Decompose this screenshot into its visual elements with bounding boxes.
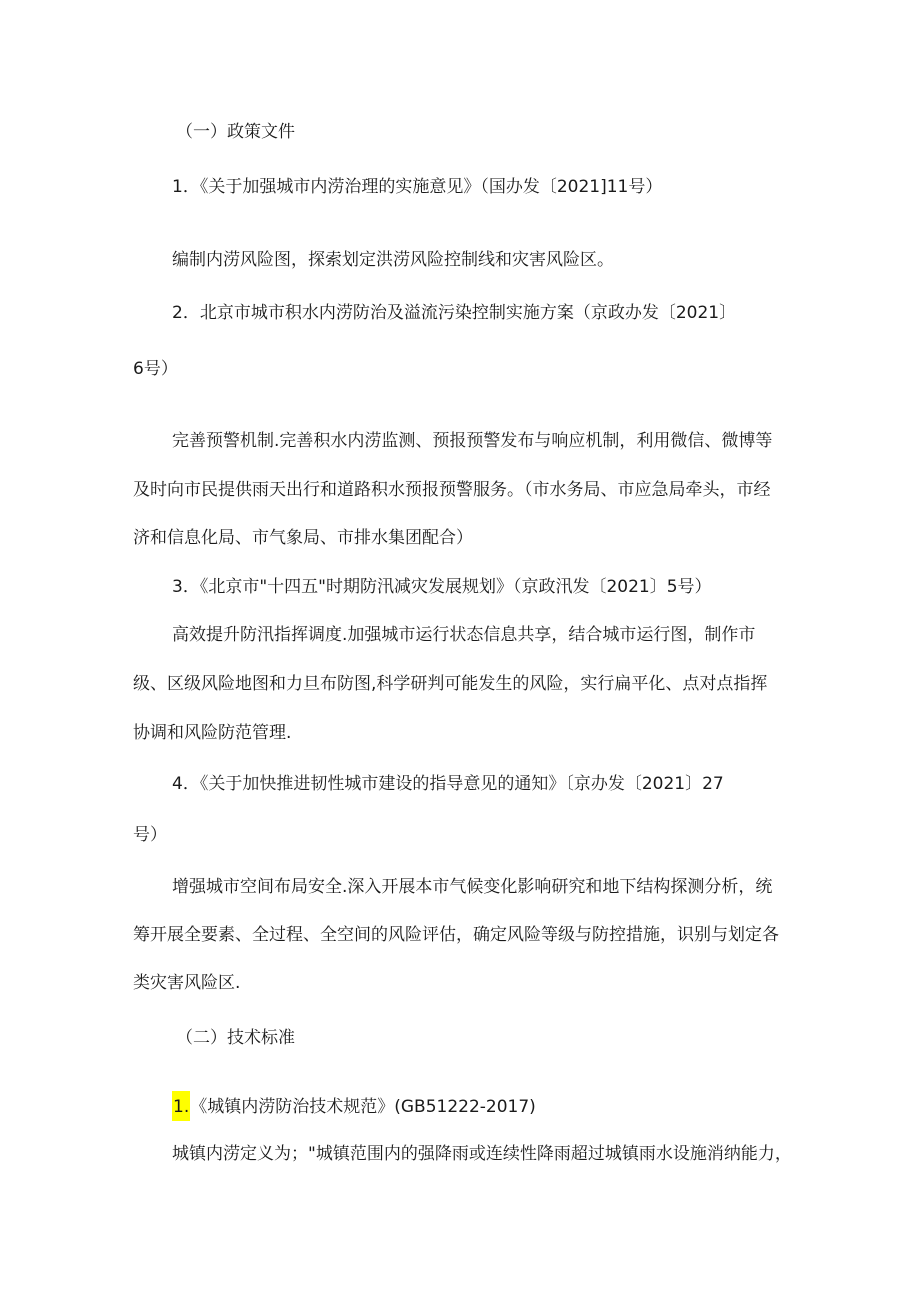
standard-item-1-title: [172, 1096, 536, 1118]
policy-item-1-title: 1．《关于加强城市内涝治理的实施意见》（国办发〔2021]11号）: [172, 177, 663, 197]
section-heading-policy: （一）政策文件: [176, 122, 295, 142]
standard-item-1-body: 城镇内涝定义为；"城镇范围内的强降雨或连续性降雨超过城镇雨水设施消纳能力，: [172, 1144, 792, 1164]
policy-item-2-body-line-2: 及时向市民提供雨天出行和道路积水预报预警服务。（市水务局、市应急局牵头，市经: [133, 480, 771, 500]
policy-item-2-title-cont: 6号）: [133, 359, 178, 379]
policy-item-4-title: 4．《关于加快推进韧性城市建设的指导意见的通知》〔京办发〔2021〕27: [172, 774, 724, 794]
policy-item-4-body-line-1: 增强城市空间布局安全.深入开展本市气候变化影响研究和地下结构探测分析，统: [172, 877, 773, 897]
highlighted-item-number: 1.: [172, 1091, 190, 1121]
policy-item-4-body-line-3: 类灾害风险区.: [133, 973, 241, 993]
policy-item-3-body-line-3: 协调和风险防范管理.: [133, 723, 292, 743]
section-heading-standards: （二）技术标准: [176, 1028, 295, 1048]
policy-item-4-body-line-2: 筹开展全要素、全过程、全空间的风险评估，确定风险等级与防控措施，识别与划定各: [133, 925, 779, 945]
policy-item-2-title: 2．北京市城市积水内涝防治及溢流污染控制实施方案（京政办发〔2021〕: [172, 303, 737, 323]
policy-item-3-body-line-2: 级、区级风险地图和力旦布防图,科学研判可能发生的风险，实行扁平化、点对点指挥: [133, 674, 768, 694]
policy-item-3-body-line-1: 高效提升防汛指挥调度.加强城市运行状态信息共享，结合城市运行图，制作市: [172, 625, 756, 645]
standard-item-1-name: 《城镇内涝防治技术规范》(GB51222-2017): [190, 1097, 536, 1117]
policy-item-3-title: 3．《北京市"十四五"时期防汛减灾发展规划》（京政汛发〔2021〕5号）: [172, 577, 712, 597]
policy-item-2-body-line-3: 济和信息化局、市气象局、市排水集团配合）: [133, 528, 473, 548]
policy-item-1-body: 编制内涝风险图，探索划定洪涝风险控制线和灾害风险区。: [172, 250, 614, 270]
policy-item-4-title-cont: 号）: [133, 825, 167, 845]
policy-item-2-body-line-1: 完善预警机制.完善积水内涝监测、预报预警发布与响应机制，利用微信、微博等: [172, 431, 773, 451]
